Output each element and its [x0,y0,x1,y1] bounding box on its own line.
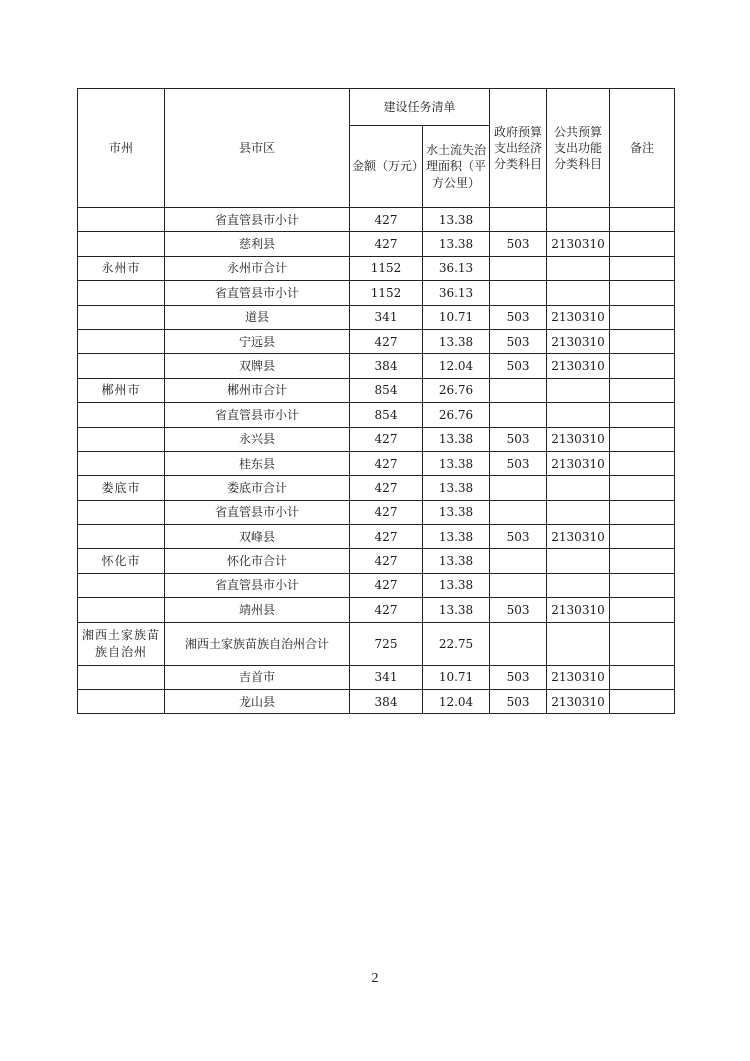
cell-county: 双牌县 [165,354,350,378]
cell-func-code: 2130310 [547,427,610,451]
cell-remark [610,598,675,622]
cell-city [78,690,165,714]
cell-func-code: 2130310 [547,354,610,378]
cell-func-code: 2130310 [547,665,610,689]
cell-amount: 427 [350,500,423,524]
cell-func-code: 2130310 [547,525,610,549]
cell-func-code [547,378,610,402]
cell-func-code: 2130310 [547,690,610,714]
cell-econ-code [490,403,547,427]
cell-area: 36.13 [423,281,490,305]
cell-remark [610,354,675,378]
header-county: 县市区 [165,89,350,208]
cell-county: 双峰县 [165,525,350,549]
cell-area: 26.76 [423,378,490,402]
cell-city [78,354,165,378]
table-row [78,622,675,665]
cell-city: 郴州市 [78,378,165,402]
table-row [78,451,675,475]
budget-task-table [77,88,675,714]
cell-county: 桂东县 [165,451,350,475]
cell-area: 22.75 [423,622,490,665]
cell-amount: 427 [350,598,423,622]
table-row [78,476,675,500]
cell-area: 13.38 [423,329,490,353]
cell-remark [610,281,675,305]
cell-area: 13.38 [423,500,490,524]
cell-county: 永兴县 [165,427,350,451]
cell-area: 13.38 [423,525,490,549]
cell-amount: 427 [350,549,423,573]
cell-area: 12.04 [423,354,490,378]
cell-county: 省直管县市小计 [165,500,350,524]
cell-func-code: 2130310 [547,232,610,256]
cell-county: 省直管县市小计 [165,403,350,427]
cell-remark [610,256,675,280]
cell-amount: 854 [350,378,423,402]
cell-city [78,305,165,329]
cell-func-code [547,403,610,427]
cell-area: 13.38 [423,232,490,256]
cell-remark [610,500,675,524]
cell-econ-code [490,378,547,402]
cell-city [78,451,165,475]
cell-econ-code [490,281,547,305]
header-gov-econ: 政府预算支出经济分类科目 [490,89,547,208]
cell-econ-code [490,549,547,573]
cell-county: 道县 [165,305,350,329]
cell-func-code: 2130310 [547,329,610,353]
cell-amount: 341 [350,305,423,329]
table-row [78,232,675,256]
cell-amount: 725 [350,622,423,665]
table-row [78,665,675,689]
cell-county: 吉首市 [165,665,350,689]
cell-remark [610,665,675,689]
cell-remark [610,525,675,549]
cell-city [78,665,165,689]
cell-func-code [547,622,610,665]
cell-amount: 427 [350,476,423,500]
header-area: 水土流失治理面积（平方公里） [423,126,490,208]
table-row [78,549,675,573]
cell-remark [610,427,675,451]
cell-econ-code: 503 [490,525,547,549]
cell-amount: 427 [350,329,423,353]
cell-econ-code [490,500,547,524]
cell-remark [610,305,675,329]
cell-amount: 1152 [350,256,423,280]
cell-remark [610,451,675,475]
table-row [78,573,675,597]
cell-func-code [547,281,610,305]
cell-city: 娄底市 [78,476,165,500]
table-row [78,598,675,622]
cell-func-code [547,500,610,524]
table-row [78,427,675,451]
cell-county: 省直管县市小计 [165,573,350,597]
cell-econ-code: 503 [490,305,547,329]
cell-econ-code: 503 [490,354,547,378]
cell-area: 13.38 [423,208,490,232]
cell-county: 龙山县 [165,690,350,714]
cell-econ-code: 503 [490,232,547,256]
cell-area: 13.38 [423,598,490,622]
page-number: 2 [371,971,379,986]
header-city: 市州 [78,89,165,208]
cell-county: 慈利县 [165,232,350,256]
cell-area: 13.38 [423,476,490,500]
cell-city [78,403,165,427]
cell-amount: 427 [350,525,423,549]
cell-county: 郴州市合计 [165,378,350,402]
cell-remark [610,690,675,714]
cell-remark [610,403,675,427]
cell-area: 26.76 [423,403,490,427]
cell-econ-code: 503 [490,451,547,475]
cell-area: 10.71 [423,665,490,689]
cell-area: 13.38 [423,427,490,451]
table-row [78,500,675,524]
cell-econ-code [490,208,547,232]
table-row [78,403,675,427]
cell-amount: 341 [350,665,423,689]
cell-econ-code: 503 [490,598,547,622]
cell-econ-code [490,256,547,280]
cell-city: 湘西土家族苗族自治州 [78,622,165,665]
cell-remark [610,622,675,665]
cell-area: 13.38 [423,451,490,475]
cell-remark [610,232,675,256]
table-row [78,281,675,305]
cell-remark [610,329,675,353]
cell-func-code [547,476,610,500]
cell-city [78,573,165,597]
cell-econ-code [490,476,547,500]
header-task-group: 建设任务清单 [350,89,490,126]
cell-remark [610,476,675,500]
table-row [78,305,675,329]
cell-remark [610,573,675,597]
cell-county: 省直管县市小计 [165,281,350,305]
cell-city [78,329,165,353]
cell-amount: 384 [350,354,423,378]
cell-city [78,281,165,305]
cell-remark [610,549,675,573]
cell-area: 13.38 [423,549,490,573]
cell-county: 怀化市合计 [165,549,350,573]
cell-area: 13.38 [423,573,490,597]
cell-econ-code: 503 [490,665,547,689]
cell-city [78,427,165,451]
cell-func-code: 2130310 [547,305,610,329]
cell-func-code: 2130310 [547,598,610,622]
cell-func-code: 2130310 [547,451,610,475]
cell-remark [610,378,675,402]
cell-func-code [547,549,610,573]
cell-area: 36.13 [423,256,490,280]
cell-city [78,232,165,256]
cell-city: 永州市 [78,256,165,280]
table-row [78,256,675,280]
cell-city [78,500,165,524]
cell-county: 省直管县市小计 [165,208,350,232]
cell-amount: 1152 [350,281,423,305]
table-row [78,525,675,549]
cell-func-code [547,573,610,597]
table-row [78,354,675,378]
cell-county: 湘西土家族苗族自治州合计 [165,622,350,665]
cell-econ-code [490,622,547,665]
cell-amount: 427 [350,232,423,256]
table-row [78,378,675,402]
cell-amount: 427 [350,573,423,597]
cell-county: 娄底市合计 [165,476,350,500]
cell-remark [610,208,675,232]
cell-amount: 427 [350,427,423,451]
cell-county: 永州市合计 [165,256,350,280]
cell-city: 怀化市 [78,549,165,573]
cell-city [78,525,165,549]
cell-amount: 427 [350,208,423,232]
table-row [78,690,675,714]
cell-area: 12.04 [423,690,490,714]
cell-amount: 854 [350,403,423,427]
cell-econ-code: 503 [490,329,547,353]
header-amount: 金额（万元） [350,126,423,208]
cell-amount: 384 [350,690,423,714]
header-public-func: 公共预算支出功能分类科目 [547,89,610,208]
header-remark: 备注 [610,89,675,208]
cell-city [78,208,165,232]
table-row [78,208,675,232]
cell-func-code [547,208,610,232]
cell-city [78,598,165,622]
cell-amount: 427 [350,451,423,475]
cell-county: 宁远县 [165,329,350,353]
cell-area: 10.71 [423,305,490,329]
cell-county: 靖州县 [165,598,350,622]
cell-econ-code [490,573,547,597]
table-row [78,329,675,353]
cell-econ-code: 503 [490,427,547,451]
cell-func-code [547,256,610,280]
cell-econ-code: 503 [490,690,547,714]
